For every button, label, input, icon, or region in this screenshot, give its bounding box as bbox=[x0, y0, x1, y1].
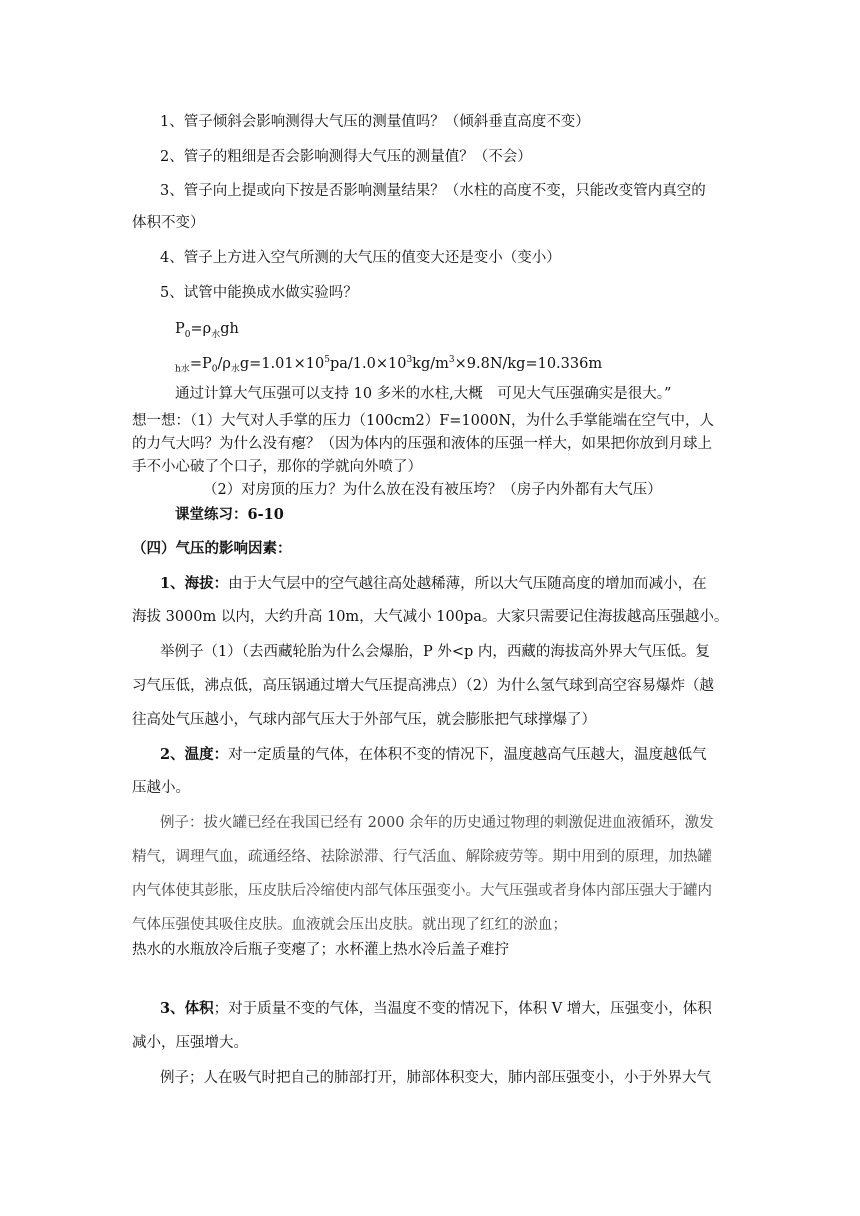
formula-sub: 水 bbox=[211, 329, 221, 340]
formula-text: /ρ bbox=[217, 355, 231, 372]
think-line-2: 的力气大吗？为什么没有瘪？（因为体内的压强和液体的压强一样大，如果把你放到月球上 bbox=[132, 436, 712, 452]
formula-sub: 水 bbox=[180, 364, 190, 375]
think-line-1: 想一想：（1）大气对人手掌的压力（100cm2）F=1000N，为什么手掌能端在空气中，人 bbox=[132, 413, 715, 429]
temperature-text: 对一定质量的气体，在体积不变的情况下，温度越高气压越大，温度越低气 bbox=[228, 747, 707, 763]
altitude-text: 由于大气层中的空气越往高处越稀薄，所以大气压随高度的增加而减小，在 bbox=[228, 576, 707, 592]
formula-sub: h bbox=[175, 364, 181, 375]
cupping-line-2: 精气，调理气血，疏通经络、祛除淤滞、行气活血、解除疲劳等。期中用到的原理，加热罐 bbox=[132, 849, 712, 865]
cupping-line-4: 气体压强使其吸住皮肤。血液就会压出皮肤。就出现了红红的淤血； bbox=[132, 917, 567, 933]
formula-pressure bbox=[175, 319, 239, 345]
temperature-label: 2、温度： bbox=[160, 746, 229, 763]
examples-line-3: 往高处气压越小，气球内部气压大于外部气压，就会膨胀把气球撑爆了） bbox=[132, 712, 596, 728]
conclusion: 通过计算大气压强可以支持 10 多米的水柱,大概 可见大气压强确实是很大。” bbox=[175, 386, 672, 402]
formula-sub: 水 bbox=[230, 364, 240, 375]
examples-line-1: 举例子（1）（去西藏轮胎为什么会爆胎，P 外<p 内，西藏的海拔高外界大气压低。复 bbox=[160, 644, 710, 660]
cupping-line-5: 热水的水瓶放冷后瓶子变瘪了；水杯灌上热水冷后盖子难拧 bbox=[132, 942, 509, 958]
examples-line-2: 习气压低，沸点低，高压锅通过增大气压提高沸点）（2）为什么氢气球到高空容易爆炸（越 bbox=[132, 678, 714, 694]
formula-sub: 0 bbox=[211, 364, 218, 375]
formula-text: g=1.01×10 bbox=[239, 355, 325, 372]
formula-text: pa/1.0×10 bbox=[329, 355, 407, 372]
formula-sup: 3 bbox=[406, 355, 413, 365]
altitude-label: 1、海拔： bbox=[160, 575, 229, 592]
formula-text: P bbox=[175, 321, 185, 337]
exercise-heading: 课堂练习：6-10 bbox=[175, 506, 284, 523]
temperature-line-1 bbox=[160, 745, 707, 765]
altitude-line-1 bbox=[160, 574, 707, 594]
volume-line-1 bbox=[160, 999, 712, 1019]
question-4: 4、管子上方进入空气所测的大气压的值变大还是变小（变小） bbox=[160, 250, 561, 266]
formula-text: gh bbox=[220, 321, 239, 337]
volume-line-2: 减小，压强增大。 bbox=[132, 1035, 248, 1051]
formula-sup: 3 bbox=[448, 355, 455, 365]
question-1: 1、管子倾斜会影响测得大气压的测量值吗？（倾斜垂直高度不变） bbox=[160, 114, 590, 130]
formula-text: =ρ bbox=[190, 321, 212, 337]
volume-label: 3、体积 bbox=[160, 1000, 214, 1017]
formula-text: =P bbox=[189, 355, 212, 372]
formula-text: kg/m bbox=[412, 355, 449, 372]
think-line-4: （2）对房顶的压力？为什么放在没有被压垮？（房子内外都有大气压） bbox=[203, 482, 662, 498]
temperature-line-2: 压越小。 bbox=[132, 780, 190, 796]
cupping-line-1: 例子：拔火罐已经在我国已经有 2000 余年的历史通过物理的刺激促进血液循环，激发 bbox=[160, 815, 714, 831]
breath-line-1: 例子；人在吸气时把自己的肺部打开，肺部体积变大，肺内部压强变小，小于外界大气 bbox=[160, 1070, 711, 1086]
formula-sub: 0 bbox=[184, 329, 191, 340]
question-3-line-1: 3、管子向上提或向下按是否影响测量结果？（水柱的高度不变，只能改变管内真空的 bbox=[160, 183, 706, 199]
cupping-line-3: 内气体使其彭胀，压皮肤后冷缩使内部气体压强变小。大气压强或者身体内部压强大于罐内 bbox=[132, 883, 712, 899]
formula-height bbox=[175, 350, 602, 380]
think-line-3: 手不小心破了个口子，那你的学就向外喷了） bbox=[132, 459, 422, 475]
altitude-line-2: 海拔 3000m 以内，大约升高 10m，大气减小 100pa。大家只需要记住海拔越高压强越小。 bbox=[132, 609, 729, 625]
question-3-line-2: 体积不变） bbox=[132, 215, 205, 231]
formula-sup: 5 bbox=[324, 355, 330, 365]
volume-text: ；对于质量不变的气体，当温度不变的情况下，体积 V 增大，压强变小，体积 bbox=[213, 1001, 712, 1017]
question-5: 5、试管中能换成水做实验吗？ bbox=[160, 285, 358, 301]
section-title: （四）气压的影响因素： bbox=[132, 540, 292, 557]
formula-text: ×9.8N/kg=10.336m bbox=[454, 355, 603, 372]
question-2: 2、管子的粗细是否会影响测得大气压的测量值？（不会） bbox=[160, 149, 532, 165]
